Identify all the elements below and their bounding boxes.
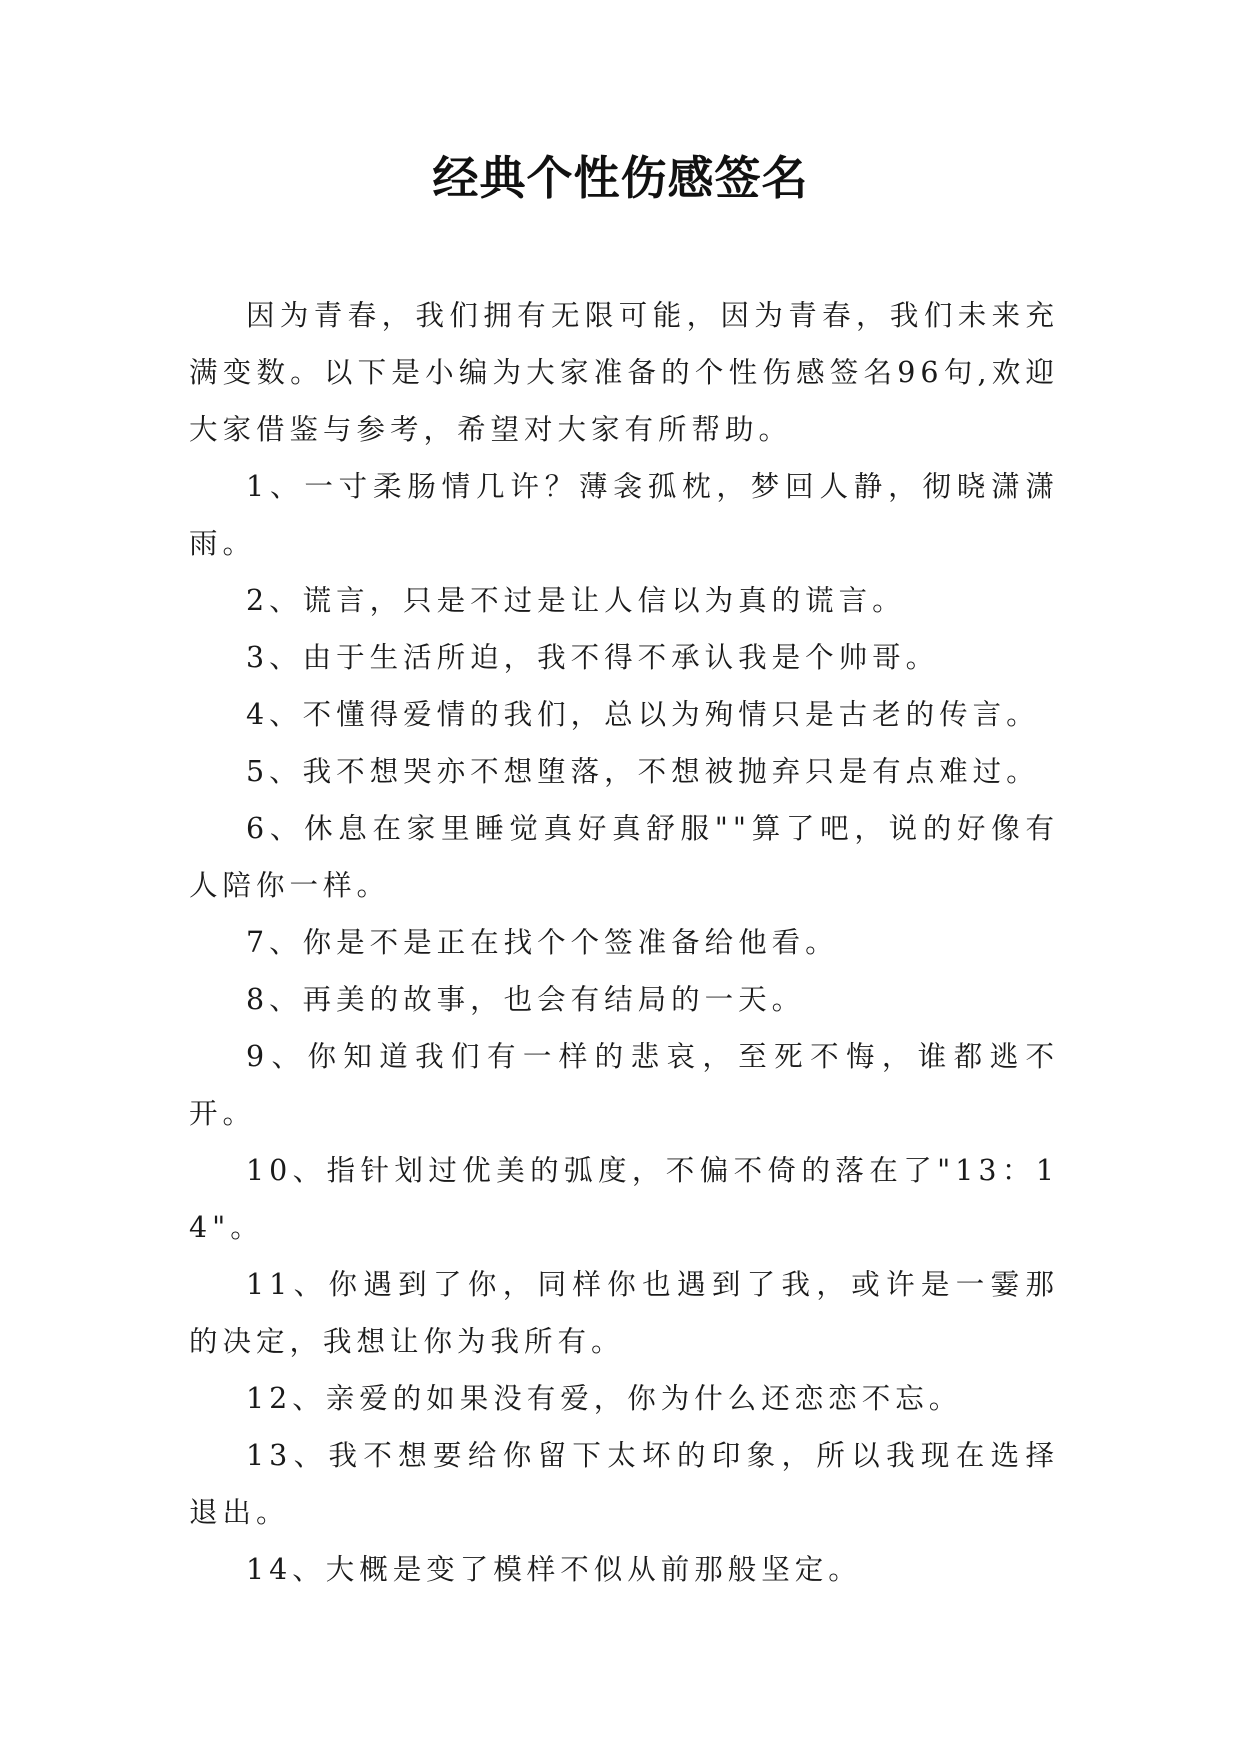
document-body	[189, 287, 1059, 1598]
list-item: 13、我不想要给你留下太坏的印象，所以我现在选择退出。	[189, 1439, 1059, 1529]
list-item: 10、指针划过优美的弧度，不偏不倚的落在了"13：14"。	[189, 1154, 1059, 1244]
list-item: 6、休息在家里睡觉真好真舒服""算了吧，说的好像有人陪你一样。	[189, 812, 1059, 902]
intro-paragraph: 因为青春，我们拥有无限可能，因为青春，我们未来充满变数。以下是小编为大家准备的个性伤感签名96句,欢迎大家借鉴与参考，希望对大家有所帮助。	[189, 299, 1059, 446]
list-item: 1、一寸柔肠情几许？薄衾孤枕，梦回人静，彻晓潇潇雨。	[189, 470, 1059, 560]
list-item: 14、大概是变了模样不似从前那般坚定。	[246, 1553, 862, 1586]
list-item: 8、再美的故事，也会有结局的一天。	[246, 983, 806, 1016]
list-item: 12、亲爱的如果没有爱，你为什么还恋恋不忘。	[246, 1382, 963, 1415]
list-item: 11、你遇到了你，同样你也遇到了我，或许是一霎那的决定，我想让你为我所有。	[189, 1268, 1059, 1358]
list-item: 2、谎言，只是不过是让人信以为真的谎言。	[246, 584, 906, 617]
list-item: 9、你知道我们有一样的悲哀，至死不悔，谁都逃不开。	[189, 1040, 1059, 1130]
list-item: 5、我不想哭亦不想堕落，不想被抛弃只是有点难过。	[246, 755, 1040, 788]
list-item: 3、由于生活所迫，我不得不承认我是个帅哥。	[246, 641, 940, 674]
list-item: 7、你是不是正在找个个签准备给他看。	[246, 926, 839, 959]
document-title: 经典个性伤感签名	[432, 151, 809, 205]
list-item: 4、不懂得爱情的我们，总以为殉情只是古老的传言。	[246, 698, 1040, 731]
